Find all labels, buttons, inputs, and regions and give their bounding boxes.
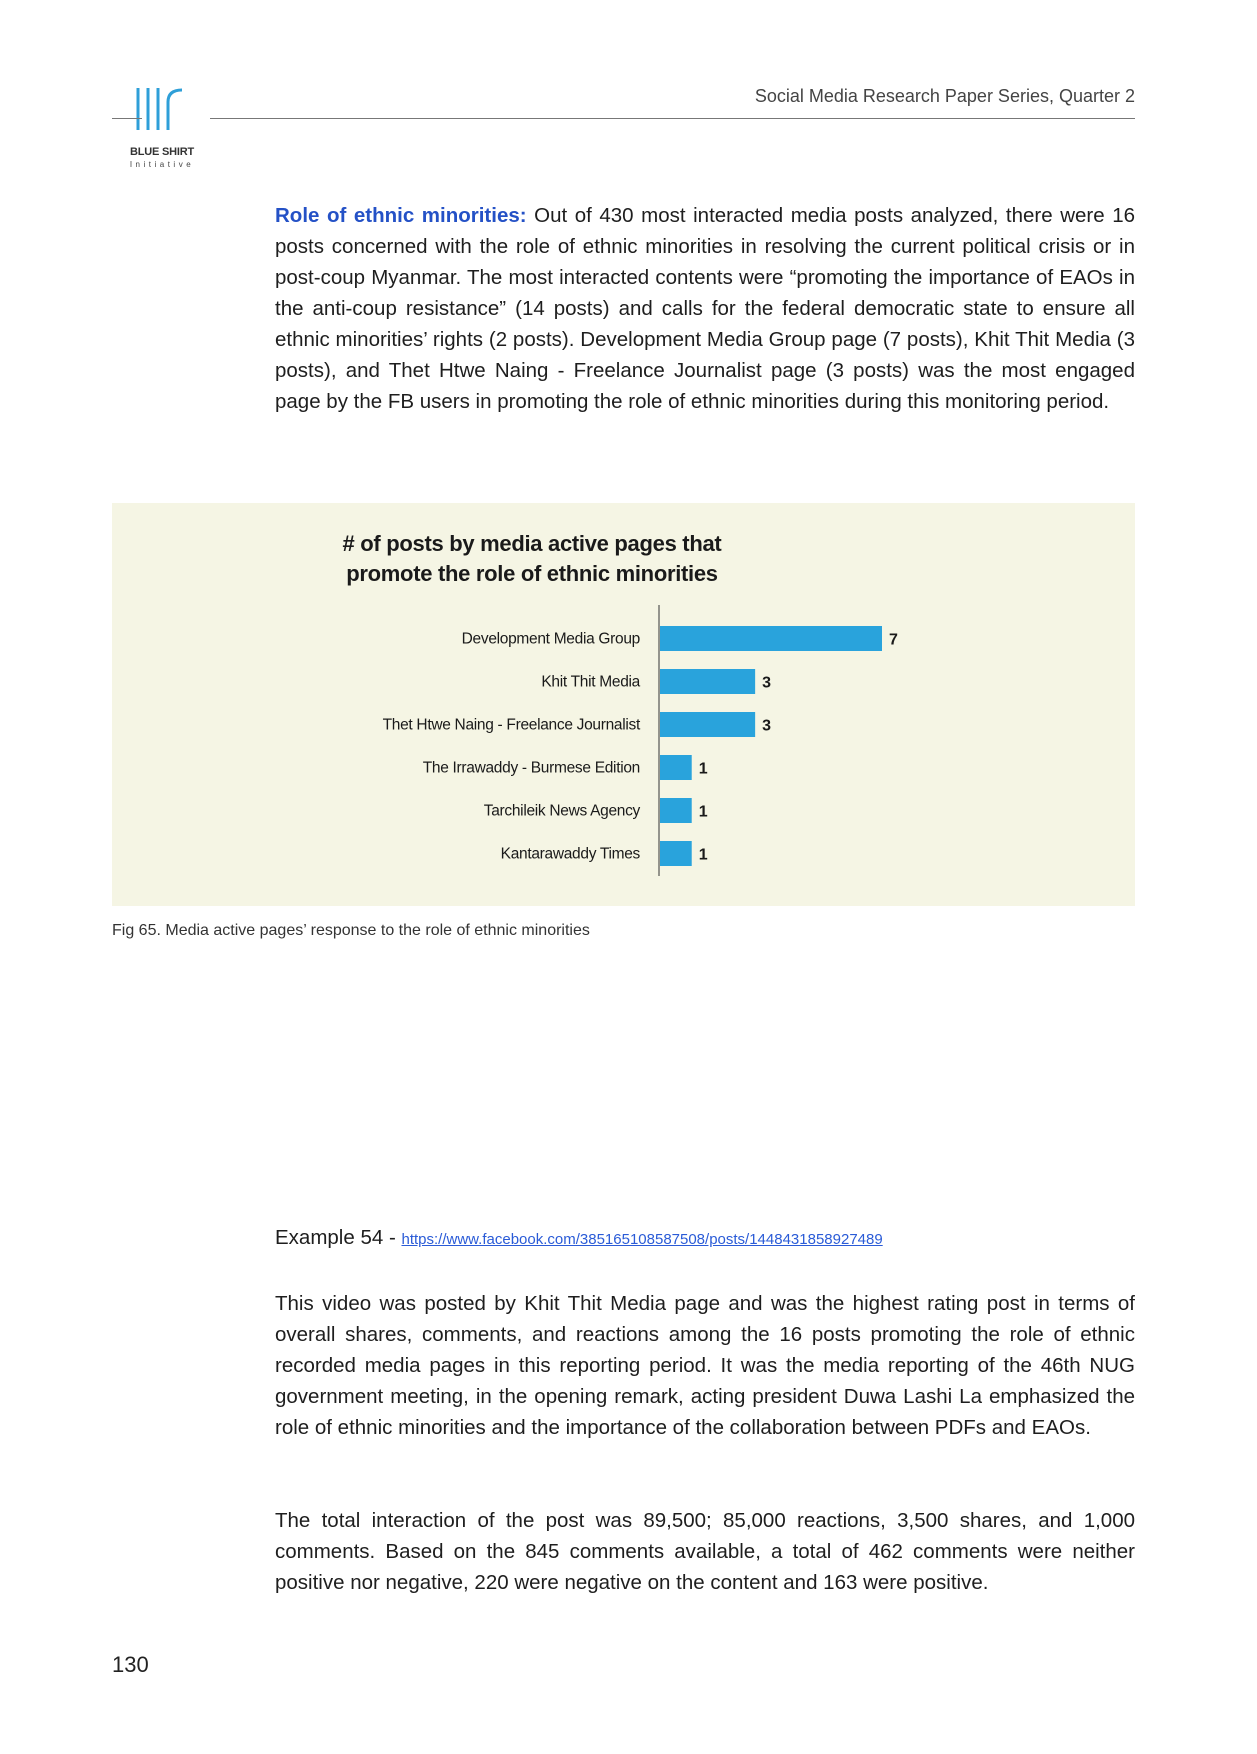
bar: [660, 755, 692, 780]
data-label: 1: [698, 846, 708, 864]
blue-shirt-logo: [112, 84, 212, 176]
bar: [660, 626, 882, 651]
category-label: Kantarawaddy Times: [500, 845, 640, 863]
paragraph-body: Out of 430 most interacted media posts analyzed, there were 16 posts concerned with the role of ethnic minorities in resolving the current political crisis or in post-coup Myanmar. The most interacted contents were “promoting the importance of EAOs in the anti-coup resistance” (14 posts) and calls for the federal democratic state to ensure all ethnic minorities’ rights (2 posts). Development Media Group page (7 posts), Khit Thit Media (3 posts), and Thet Htwe Naing - Freelance Journalist page (3 posts) was the most engaged page by the FB users in promoting the role of ethnic minorities during this monitoring period.: [275, 204, 1135, 413]
series-title: Social Media Research Paper Series, Quarter 2: [754, 86, 1135, 106]
paragraph-interaction: The total interaction of the post was 89,500; 85,000 reactions, 3,500 shares, and 1,000 comments. Based on the 845 comments available, a total of 462 comments were neither positive nor negative, 220 were negative on the content and 163 were positive.: [275, 1509, 1135, 1594]
paragraph-ethnic-minorities: [275, 200, 1135, 417]
category-label: Khit Thit Media: [541, 673, 640, 691]
header-rule-left: [112, 118, 142, 119]
bar-chart: [112, 503, 1135, 906]
data-label: 1: [698, 803, 708, 821]
page-number: 130: [112, 1652, 149, 1677]
category-label: The Irrawaddy - Burmese Edition: [422, 759, 640, 777]
data-label: 1: [698, 760, 708, 778]
figure-caption: Fig 65. Media active pages’ response to the role of ethnic minorities: [112, 922, 590, 939]
category-label: Tarchileik News Agency: [483, 802, 640, 820]
chart-panel: [112, 503, 1135, 906]
bar: [660, 798, 692, 823]
logo-text: BLUE SHIRT: [129, 146, 194, 158]
example-link[interactable]: https://www.facebook.com/385165108587508/posts/1448431858927489: [401, 1231, 883, 1248]
bar: [660, 841, 692, 866]
example-label: Example 54 -: [275, 1226, 402, 1249]
paragraph-lead: Role of ethnic minorities:: [275, 204, 527, 227]
bar: [660, 712, 755, 737]
category-label: Development Media Group: [461, 630, 640, 648]
logo-mark-icon: [132, 84, 192, 144]
logo-subtext: Initiative: [129, 160, 195, 169]
data-label: 7: [889, 631, 898, 649]
bar: [660, 669, 755, 694]
data-label: 3: [762, 674, 772, 692]
chart-title: # of posts by media active pages that promote the role of ethnic minorities: [342, 531, 722, 586]
category-label: Thet Htwe Naing - Freelance Journalist: [382, 716, 640, 734]
paragraph-video: This video was posted by Khit Thit Media page and was the highest rating post in terms of overall shares, comments, and reactions among the 16 posts promoting the role of ethnic recorded media pages in this reporting period. It was the media reporting of the 46th NUG government meeting, in the opening remark, acting president Duwa Lashi La emphasized the role of ethnic minorities and the importance of the collaboration between PDFs and EAOs.: [275, 1292, 1135, 1439]
header-rule: [210, 118, 1135, 119]
data-label: 3: [762, 717, 772, 735]
example-line: [275, 1226, 883, 1250]
